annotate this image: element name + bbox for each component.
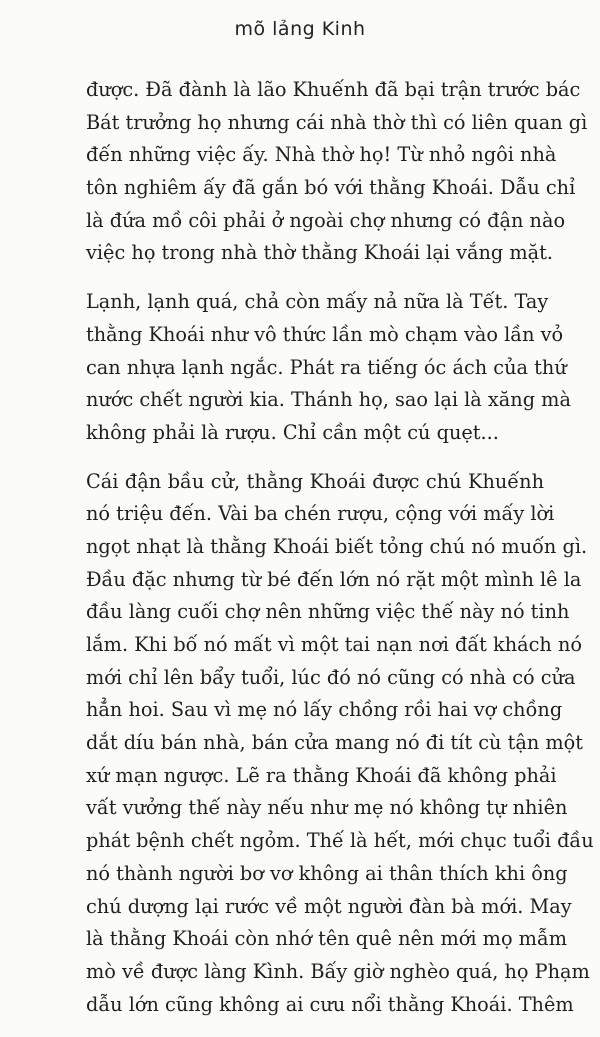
text-line: can nhựa lạnh ngắc. Phát ra tiếng óc ách của thứ (86, 355, 567, 379)
paragraph (86, 466, 594, 1022)
text-line: xứ mạn ngược. Lẽ ra thằng Khoái đã không phải (86, 763, 557, 787)
text-line: nước chết người kia. Thánh họ, sao lại là xăng mà (86, 388, 571, 412)
paragraph (86, 74, 588, 270)
text-line: nó thành người bơ vơ không ai thân thích khi ông (86, 861, 568, 885)
text-line: mới chỉ lên bẩy tuổi, lúc đó nó cũng có nhà có cửa (86, 665, 576, 689)
text-line: hẳn hoi. Sau vì mẹ nó lấy chồng rồi hai vợ chồng (86, 698, 563, 722)
text-line: dắt díu bán nhà, bán cửa mang nó đi tít cù tận một (86, 731, 584, 755)
text-line: Cái đận bầu cử, thằng Khoái được chú Khuếnh (86, 469, 544, 493)
running-header: mõ lảng Kinh (234, 18, 366, 40)
text-line: mò về được làng Kình. Bấy giờ nghèo quá, họ Phạm (86, 959, 590, 983)
text-line: ngọt nhạt là thằng Khoái biết tỏng chú nó muốn gì. (86, 534, 588, 558)
text-line: đến những việc ấy. Nhà thờ họ! Từ nhỏ ngôi nhà (86, 143, 557, 167)
text-line: Đầu đặc nhưng từ bé đến lớn nó rặt một mình lê la (86, 567, 582, 591)
text-line: nó triệu đến. Vài ba chén rượu, cộng với mấy lời (86, 502, 555, 526)
text-line: phát bệnh chết ngỏm. Thế là hết, mới chục tuổi đầu (86, 829, 594, 853)
text-line: dẫu lớn cũng không ai cưu nổi thằng Khoái. Thêm (86, 992, 574, 1016)
text-line: Bát trưởng họ nhưng cái nhà thờ thì có liên quan gì (86, 110, 588, 134)
text-line: việc họ trong nhà thờ thằng Khoái lại vắng mặt. (86, 241, 554, 265)
text-line: chú dượng lại rước về một người đàn bà mới. May (86, 894, 572, 918)
text-line: thằng Khoái như vô thức lần mò chạm vào lần vỏ (86, 322, 564, 346)
text-line: được. Đã đành là lão Khuếnh đã bại trận trước bác (86, 78, 581, 101)
text-line: là thằng Khoái còn nhớ tên quê nên mới mọ mẫm (86, 927, 568, 951)
text-line: Lạnh, lạnh quá, chả còn mấy nả nữa là Tết. Tay (86, 290, 549, 314)
text-line: vất vưởng thế này nếu như mẹ nó không tự nhiên (86, 796, 568, 820)
text-line: không phải là rượu. Chỉ cần một cú quẹt... (86, 420, 499, 444)
text-line: lắm. Khi bố nó mất vì một tai nạn nơi đất khách nó (86, 633, 583, 656)
page-body (86, 74, 594, 1037)
text-line: đầu làng cuối chợ nên những việc thế này nó tinh (86, 600, 570, 624)
paragraph (86, 286, 571, 449)
text-line: tôn nghiêm ấy đã gắn bó với thằng Khoái. Dẫu chỉ (86, 176, 576, 200)
text-line: là đứa mồ côi phải ở ngoài chợ nhưng có đận nào (86, 208, 566, 232)
